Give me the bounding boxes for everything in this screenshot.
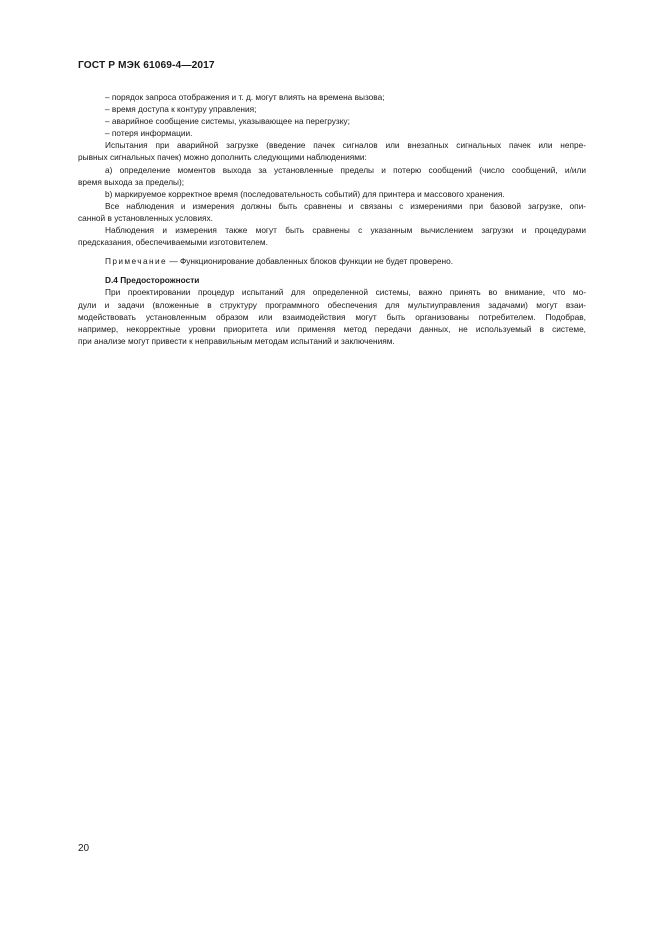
note bbox=[78, 255, 586, 267]
section-heading: D.4 Предосторожности bbox=[105, 275, 200, 286]
list-item: – потеря информации. bbox=[105, 128, 193, 139]
paragraph-line: Испытания при аварийной загрузке (введение пачек сигналов или внезапных сигнальных пачек или непре- bbox=[105, 140, 586, 151]
paragraph-line: При проектировании процедур испытаний для определенной системы, важно принять во внимание, что мо- bbox=[105, 287, 586, 298]
page-number: 20 bbox=[78, 843, 90, 854]
paragraph-line: например, некорректные уровни приоритета или применяя метод передачи данных, не используемый в системе, bbox=[78, 323, 586, 334]
list-item: – время доступа к контуру управления; bbox=[105, 104, 257, 115]
document-body bbox=[78, 91, 586, 347]
paragraph-line: санной в установленных условиях. bbox=[78, 212, 213, 223]
paragraph-line: Все наблюдения и измерения должны быть сравнены и связаны с измерениями при базовой загрузке, опи- bbox=[105, 200, 586, 211]
paragraph-line: рывных сигнальных пачек) можно дополнить следующими наблюдениями: bbox=[78, 152, 367, 163]
paragraph-line: a) определение моментов выхода за установленные пределы и потерю сообщений (число сообщений, и/или bbox=[105, 164, 586, 175]
paragraph-line: b) маркируемое корректное время (последовательность событий) для принтера и массового хранения. bbox=[105, 188, 505, 199]
paragraph-line: Наблюдения и измерения также могут быть сравнены с указанным вычислением загрузки и процедурами bbox=[105, 225, 586, 236]
paragraph-line: модействовать установленным образом или взаимодействия могут быть организованы потребителем. Подобрав, bbox=[78, 311, 586, 322]
paragraph-line: при анализе могут привести к неправильным методам испытаний и заключениям. bbox=[78, 335, 395, 346]
paragraph-line: время выхода за пределы); bbox=[78, 176, 185, 187]
document-header: ГОСТ Р МЭК 61069-4—2017 bbox=[78, 60, 215, 71]
list-item: – аварийное сообщение системы, указывающее на перегрузку; bbox=[105, 116, 350, 127]
note-label: Примечание bbox=[105, 256, 168, 267]
paragraph-line: дули и задачи (вложенные в структуру программного обеспечения для мультиуправления задачами) могут взаи- bbox=[78, 299, 586, 310]
note-text: — Функционирование добавленных блоков функции не будет проверено. bbox=[167, 256, 454, 267]
paragraph-line: предсказания, обеспечиваемыми изготовителем. bbox=[78, 237, 268, 248]
list-item: – порядок запроса отображения и т. д. могут влиять на времена вызова; bbox=[105, 92, 385, 102]
